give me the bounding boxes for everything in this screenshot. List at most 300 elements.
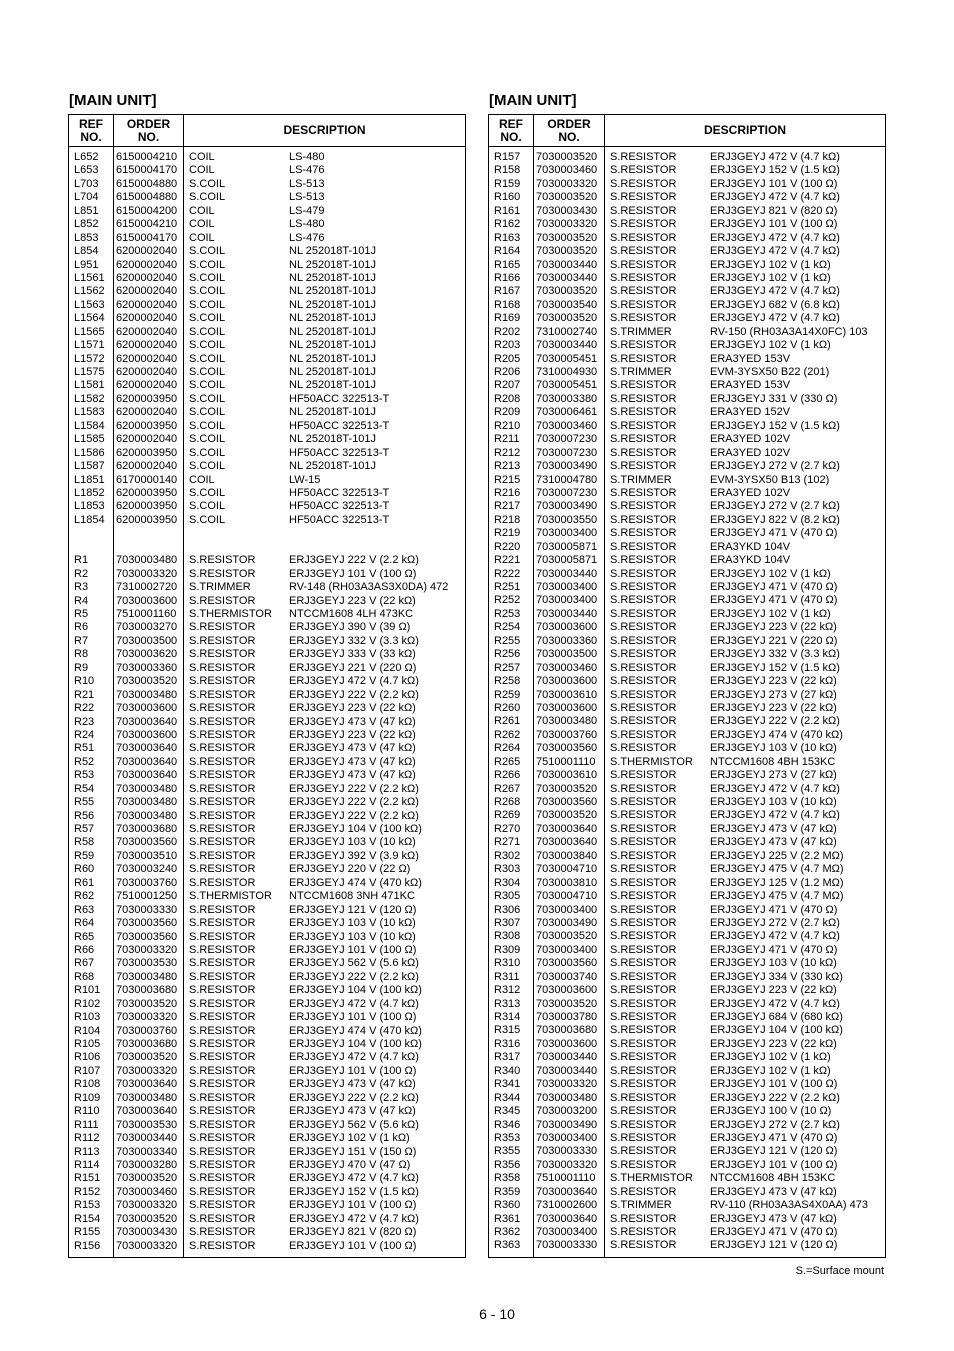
ref-no-cell: R164 [494,245,521,258]
part-value: ERJ3GEYJ 272 V (2.7 kΩ) [710,916,840,929]
ref-no-cell: R104 [74,1024,101,1037]
description-cell [184,285,465,298]
description-cell [605,904,885,917]
part-value: RV-150 (RH03A3A14X0FC) 103 [710,325,868,338]
part-type: S.COIL [189,379,226,392]
part-type: S.RESISTOR [610,836,677,849]
order-no-cell: 7030003780 [536,1011,598,1023]
part-value: ERJ3GEYJ 103 V (10 kΩ) [289,917,416,930]
ref-no-cell: R265 [494,755,521,768]
part-type: S.RESISTOR [610,339,677,352]
description-cell [184,379,465,392]
order-no-cell: 6200002040 [116,325,178,338]
part-value: ERJ3GEYJ 472 V (4.7 kΩ) [289,1051,419,1064]
part-value: ERJ3GEYJ 471 V (470 Ω) [710,594,838,607]
part-value: ERJ3GEYJ 222 V (2.2 kΩ) [710,1091,840,1104]
group-spacer [69,527,113,554]
part-value: ERJ3GEYJ 273 V (27 kΩ) [710,769,837,782]
order-no-cell: 7030003810 [536,876,598,889]
part-type: S.RESISTOR [610,1239,677,1252]
description-header: DESCRIPTION [184,115,466,147]
part-type: S.RESISTOR [610,1185,677,1198]
part-type: S.RESISTOR [610,1011,677,1023]
description-cell [605,594,885,607]
ref-no-cell: L1564 [74,312,105,325]
part-type: S.RESISTOR [610,1037,677,1050]
part-type: S.RESISTOR [610,392,677,405]
part-type: S.RESISTOR [610,957,677,970]
description-cell [605,366,885,379]
description-cell [184,420,465,433]
order-no-cell: 7030003520 [116,1051,178,1064]
ref-no-cell: R207 [494,379,521,392]
part-type: S.RESISTOR [189,1239,256,1252]
part-type: S.RESISTOR [610,554,677,567]
part-type: S.RESISTOR [189,943,256,956]
ref-no-cell: R345 [494,1105,521,1118]
order-no-cell: 7030003440 [536,567,598,580]
order-no-cell: 7030003610 [536,769,598,782]
group-spacer [184,527,465,554]
part-type: S.COIL [189,177,226,190]
part-value: ERJ3GEYJ 472 V (4.7 kΩ) [710,151,840,163]
description-cell [184,568,465,581]
ref-no-cell: R106 [74,1051,101,1064]
ref-no-cell: L1571 [74,339,105,352]
order-no-header-text: ORDER NO. [547,116,591,144]
description-cell [605,285,885,298]
ref-no-cell: R316 [494,1037,521,1050]
order-no-cell: 6200002040 [116,258,178,271]
part-value: LS-513 [289,177,325,190]
part-type: S.RESISTOR [189,1145,256,1158]
part-value: ERJ3GEYJ 101 V (100 Ω) [289,1011,417,1024]
description-cell [605,1159,885,1172]
part-value: LS-480 [289,218,325,231]
part-value: ERJ3GEYJ 101 V (100 Ω) [710,218,838,231]
description-cell [605,1132,885,1145]
part-type: S.RESISTOR [189,594,256,607]
part-type: S.RESISTOR [610,1078,677,1091]
order-no-cell: 7030003600 [536,675,598,688]
ref-no-cell: R302 [494,849,521,862]
part-type: S.COIL [189,325,226,338]
ref-no-cell: L652 [74,151,99,163]
order-no-cell: 7030003520 [116,675,178,688]
description-cell [184,581,465,594]
part-value: ERJ3GEYJ 472 V (4.7 kΩ) [710,245,840,258]
part-type: S.RESISTOR [610,433,677,446]
description-cell [184,245,465,258]
ref-no-header-text: REF NO. [499,116,523,144]
part-value: NL 252018T-101J [289,312,377,325]
description-cell [184,998,465,1011]
order-no-cell: 7030003520 [536,245,598,258]
part-value: LS-479 [289,204,325,217]
part-type: S.RESISTOR [610,271,677,284]
part-type: S.TRIMMER [610,1199,672,1212]
part-value: ERJ3GEYJ 472 V (4.7 kΩ) [289,997,419,1010]
order-no-cell: 7310002720 [116,581,178,594]
order-no-cell: 7030003640 [116,742,178,755]
ref-no-cell: R219 [494,527,521,540]
description-cell [605,662,885,675]
part-value: NTCCM1608 4BH 153KC [710,755,836,768]
order-no-cell: 6150004880 [116,191,178,204]
part-type: S.COIL [189,500,226,513]
ref-no-cell: R266 [494,769,521,782]
order-no-cell: 7030003430 [536,204,598,217]
description-cell [184,971,465,984]
part-value: ERJ3GEYJ 102 V (1 kΩ) [710,567,831,580]
ref-no-cell: R63 [74,903,95,916]
description-cell [184,460,465,473]
order-no-cell: 7030003680 [116,823,178,835]
description-cell [184,1038,465,1051]
part-type: S.RESISTOR [189,1185,256,1198]
ref-no-cell: R340 [494,1064,521,1077]
order-no-cell: 7030003330 [536,1239,598,1252]
ref-no-cell: R157 [494,151,521,163]
ref-no-cell: R168 [494,298,521,311]
description-cell [605,500,885,513]
part-value: ERJ3GEYJ 223 V (22 kΩ) [710,984,837,997]
description-cell [605,151,885,164]
description-cell [605,715,885,728]
description-header: DESCRIPTION [605,115,886,147]
description-cell [605,823,885,836]
ref-no-cell: R153 [74,1199,101,1212]
part-value: ERJ3GEYJ 222 V (2.2 kΩ) [289,970,419,983]
description-cell [605,353,885,366]
ref-no-cell: R307 [494,916,521,929]
description-cell [184,1078,465,1091]
ref-no-cell: R346 [494,1118,521,1131]
part-value: ERA3YED 102V [710,433,791,446]
order-no-cell: 7030003440 [536,339,598,352]
ref-no-cell: R259 [494,688,521,701]
description-cell [605,930,885,943]
order-no-cell: 7030003640 [116,769,178,782]
part-type: S.COIL [189,446,226,459]
ref-no-cell: L1565 [74,325,105,338]
part-type: S.RESISTOR [610,715,677,728]
ref-no-header [69,115,114,147]
part-value: ERJ3GEYJ 473 V (47 kΩ) [289,755,416,768]
part-type: S.RESISTOR [610,648,677,661]
order-no-cell: 7030003490 [536,916,598,929]
part-value: ERJ3GEYJ 222 V (2.2 kΩ) [289,554,419,567]
order-no-cell: 7030003610 [536,688,598,701]
order-no-cell: 7030003520 [116,1212,178,1225]
part-value: ERJ3GEYJ 103 V (10 kΩ) [289,836,416,849]
ref-no-cell: L1562 [74,285,105,298]
order-no-cell: 7030003480 [536,1091,598,1104]
part-value: ERJ3GEYJ 684 V (680 kΩ) [710,1011,843,1023]
description-cell [605,1051,885,1064]
description-cell [605,326,885,339]
order-no-cell: 7030007230 [536,486,598,499]
part-type: S.RESISTOR [610,204,677,217]
part-value: ERJ3GEYJ 102 V (1 kΩ) [710,1051,831,1064]
ref-no-cell: R222 [494,567,521,580]
order-no-cell: 7030003320 [536,1158,598,1171]
part-value: LS-480 [289,151,325,163]
order-no-cell: 7030003320 [116,943,178,956]
part-value: ERJ3GEYJ 473 V (47 kΩ) [710,836,837,849]
part-type: S.RESISTOR [189,661,256,674]
order-no-cell: 7030003400 [536,1131,598,1144]
part-type: S.RESISTOR [610,634,677,647]
ref-no-cell: R159 [494,177,521,190]
part-value: ERJ3GEYJ 332 V (3.3 kΩ) [710,648,840,661]
part-value: ERJ3GEYJ 104 V (100 kΩ) [289,1038,422,1050]
ref-no-cell: R154 [74,1212,101,1225]
order-no-cell: 7030003320 [116,1239,178,1252]
order-no-cell: 7030003330 [116,903,178,916]
description-cell [605,957,885,970]
order-no-cell: 7030003320 [536,1078,598,1091]
part-type: S.RESISTOR [610,997,677,1010]
description-cell [605,541,885,554]
order-no-cell: 6150004170 [116,231,178,244]
part-value: ERJ3GEYJ 220 V (22 Ω) [289,863,411,876]
part-value: ERJ3GEYJ 222 V (2.2 kΩ) [710,715,840,728]
part-value: EVM-3YSX50 B22 (201) [710,366,830,378]
part-value: ERJ3GEYJ 473 V (47 kΩ) [710,1212,837,1225]
part-value: NL 252018T-101J [289,271,377,284]
order-no-cell: 7030003840 [536,849,598,862]
description-cell [605,648,885,661]
ref-no-cell: R163 [494,231,521,244]
ref-no-cell: R9 [74,661,89,674]
ref-no-cell: L1583 [74,406,105,419]
part-value: ERA3YKD 104V [710,540,791,553]
ref-no-cell: R309 [494,943,521,956]
order-no-cell: 7030003380 [536,392,598,405]
part-value: LS-513 [289,191,325,204]
description-cell [605,998,885,1011]
ref-no-cell: R311 [494,970,520,983]
part-type: S.RESISTOR [610,876,677,889]
part-value: NL 252018T-101J [289,433,377,446]
order-no-cell: 7030003510 [116,849,178,862]
ref-no-cell: R152 [74,1185,101,1198]
part-type: S.COIL [189,392,226,405]
ref-no-cell: R211 [494,433,520,446]
part-value: NL 252018T-101J [289,298,377,311]
part-type: S.RESISTOR [610,970,677,983]
part-value: ERA3YED 102V [710,446,791,459]
ref-no-cell: R308 [494,930,521,943]
part-type: S.RESISTOR [189,1105,256,1118]
description-cell [605,1213,885,1226]
part-value: ERJ3GEYJ 474 V (470 kΩ) [289,1024,422,1037]
order-no-cell: 6200002040 [116,366,178,378]
order-no-cell: 7030003440 [536,1051,598,1064]
part-type: S.RESISTOR [610,688,677,701]
description-cell [605,756,885,769]
ref-no-cell: R64 [74,917,95,930]
part-value: ERJ3GEYJ 125 V (1.2 MΩ) [710,876,844,889]
part-value: ERJ3GEYJ 472 V (4.7 kΩ) [710,782,840,795]
ref-no-cell: R111 [74,1118,99,1131]
order-no-cell: 6200002040 [116,245,178,258]
ref-no-cell: R107 [74,1064,101,1077]
description-cell [184,151,465,164]
part-value: ERJ3GEYJ 471 V (470 Ω) [710,527,838,540]
part-value: ERJ3GEYJ 101 V (100 Ω) [289,1199,417,1212]
order-no-cell: 6150004880 [116,177,178,190]
description-cell [184,648,465,661]
order-no-cell: 7030007230 [536,433,598,446]
description-cell [184,917,465,930]
part-value: ERJ3GEYJ 152 V (1.5 kΩ) [710,419,840,432]
order-no-cell: 6200003950 [116,446,178,459]
description-cell [605,379,885,392]
order-no-cell: 7030003600 [536,621,598,634]
ref-no-cell: R218 [494,513,521,526]
ref-no-cell: R220 [494,540,521,553]
description-cell [605,474,885,487]
order-no-cell: 7030003520 [536,191,598,204]
ref-no-cell: R160 [494,191,521,204]
part-value: ERJ3GEYJ 223 V (22 kΩ) [710,621,837,634]
part-value: ERJ3GEYJ 272 V (2.7 kΩ) [710,1118,840,1131]
part-type: S.RESISTOR [610,419,677,432]
order-no-cell: 7030003430 [116,1226,178,1239]
left-parts-table [68,114,466,1258]
ref-no-cell: R24 [74,728,95,741]
order-no-cell: 7030003480 [116,1091,178,1104]
description-cell [605,299,885,312]
right-parts-section [488,92,885,1258]
ref-no-cell: R108 [74,1078,101,1091]
ref-no-cell: R67 [74,957,95,970]
description-cell [184,339,465,352]
part-type: S.RESISTOR [189,957,256,970]
order-no-cell: 7030003400 [536,943,598,956]
order-no-cell: 7030003480 [116,782,178,795]
part-type: S.RESISTOR [610,218,677,231]
part-value: ERJ3GEYJ 121 V (120 Ω) [710,1145,838,1158]
order-no-cell: 6150004200 [116,204,178,217]
order-no-cell: 7030003320 [116,1199,178,1212]
description-cell [184,608,465,621]
order-no-cell: 6200003950 [116,419,178,432]
order-no-cell: 7030003480 [116,688,178,701]
part-type: S.RESISTOR [610,567,677,580]
order-no-cell: 7030003620 [116,648,178,661]
part-value: ERJ3GEYJ 101 V (100 Ω) [289,943,417,956]
ref-column [69,147,114,1258]
description-cell [605,890,885,903]
order-no-cell: 7030003530 [116,957,178,970]
ref-no-cell: R102 [74,997,101,1010]
part-type: S.RESISTOR [189,634,256,647]
part-value: ERJ3GEYJ 104 V (100 kΩ) [710,1024,843,1037]
part-type: S.RESISTOR [610,486,677,499]
part-type: S.RESISTOR [189,823,256,835]
order-no-cell: 7030005871 [536,540,598,553]
order-no-cell: 7030003520 [536,312,598,325]
description-cell [605,1105,885,1118]
part-type: S.RESISTOR [610,285,677,298]
part-type: S.RESISTOR [610,379,677,392]
description-cell [605,769,885,782]
ref-no-cell: R314 [494,1011,521,1023]
part-type: COIL [189,473,215,486]
part-value: ERJ3GEYJ 221 V (220 Ω) [289,661,417,674]
ref-no-cell: R23 [74,715,95,728]
description-cell [184,447,465,460]
order-no-cell: 7310002600 [536,1199,598,1212]
ref-no-cell: R215 [494,473,521,486]
ref-no-cell: R4 [74,594,89,607]
order-column [114,147,184,1258]
part-type: S.COIL [189,245,226,258]
description-cell [184,474,465,487]
ref-no-cell: R353 [494,1131,521,1144]
part-type: COIL [189,151,215,163]
description-cell [605,312,885,325]
part-type: S.RESISTOR [189,1091,256,1104]
order-no-cell: 7030003500 [536,648,598,661]
description-column [184,147,466,1258]
description-cell [184,1199,465,1212]
order-no-cell: 7030003600 [536,701,598,714]
description-cell [605,568,885,581]
ref-no-cell: R21 [74,688,95,701]
part-value: ERJ3GEYJ 151 V (150 Ω) [289,1145,417,1158]
ref-no-cell: R252 [494,594,521,607]
description-cell [605,1011,885,1024]
part-value: ERJ3GEYJ 101 V (100 Ω) [289,1239,417,1252]
description-cell [184,232,465,245]
order-no-header-text: ORDER NO. [126,116,171,144]
order-no-cell: 7030003340 [116,1145,178,1158]
part-type: S.COIL [189,191,226,204]
part-value: ERJ3GEYJ 822 V (8.2 kΩ) [710,513,840,526]
part-value: ERJ3GEYJ 121 V (120 Ω) [289,903,417,916]
description-cell [184,205,465,218]
ref-no-cell: L703 [74,177,99,190]
part-type: S.RESISTOR [189,554,256,567]
description-cell [184,1011,465,1024]
order-no-cell: 7030003460 [536,164,598,177]
ref-no-cell: R2 [74,567,89,580]
description-cell [184,783,465,796]
part-type: S.RESISTOR [610,446,677,459]
description-cell [184,514,465,527]
part-type: S.RESISTOR [189,567,256,580]
ref-no-cell: R56 [74,809,95,822]
part-type: S.COIL [189,513,226,526]
order-no-cell: 7030003600 [536,1037,598,1050]
order-no-cell: 7030007230 [536,446,598,459]
ref-no-cell: R253 [494,607,521,620]
part-type: S.RESISTOR [189,1051,256,1064]
part-value: NL 252018T-101J [289,379,377,392]
part-value: ERJ3GEYJ 390 V (39 Ω) [289,621,411,634]
order-no-cell: 6200002040 [116,379,178,392]
part-type: S.RESISTOR [610,916,677,929]
ref-no-cell: L1581 [74,379,105,392]
part-type: S.RESISTOR [610,1226,677,1238]
part-type: S.COIL [189,433,226,446]
ref-no-cell: L1853 [74,500,105,513]
description-cell [605,877,885,890]
